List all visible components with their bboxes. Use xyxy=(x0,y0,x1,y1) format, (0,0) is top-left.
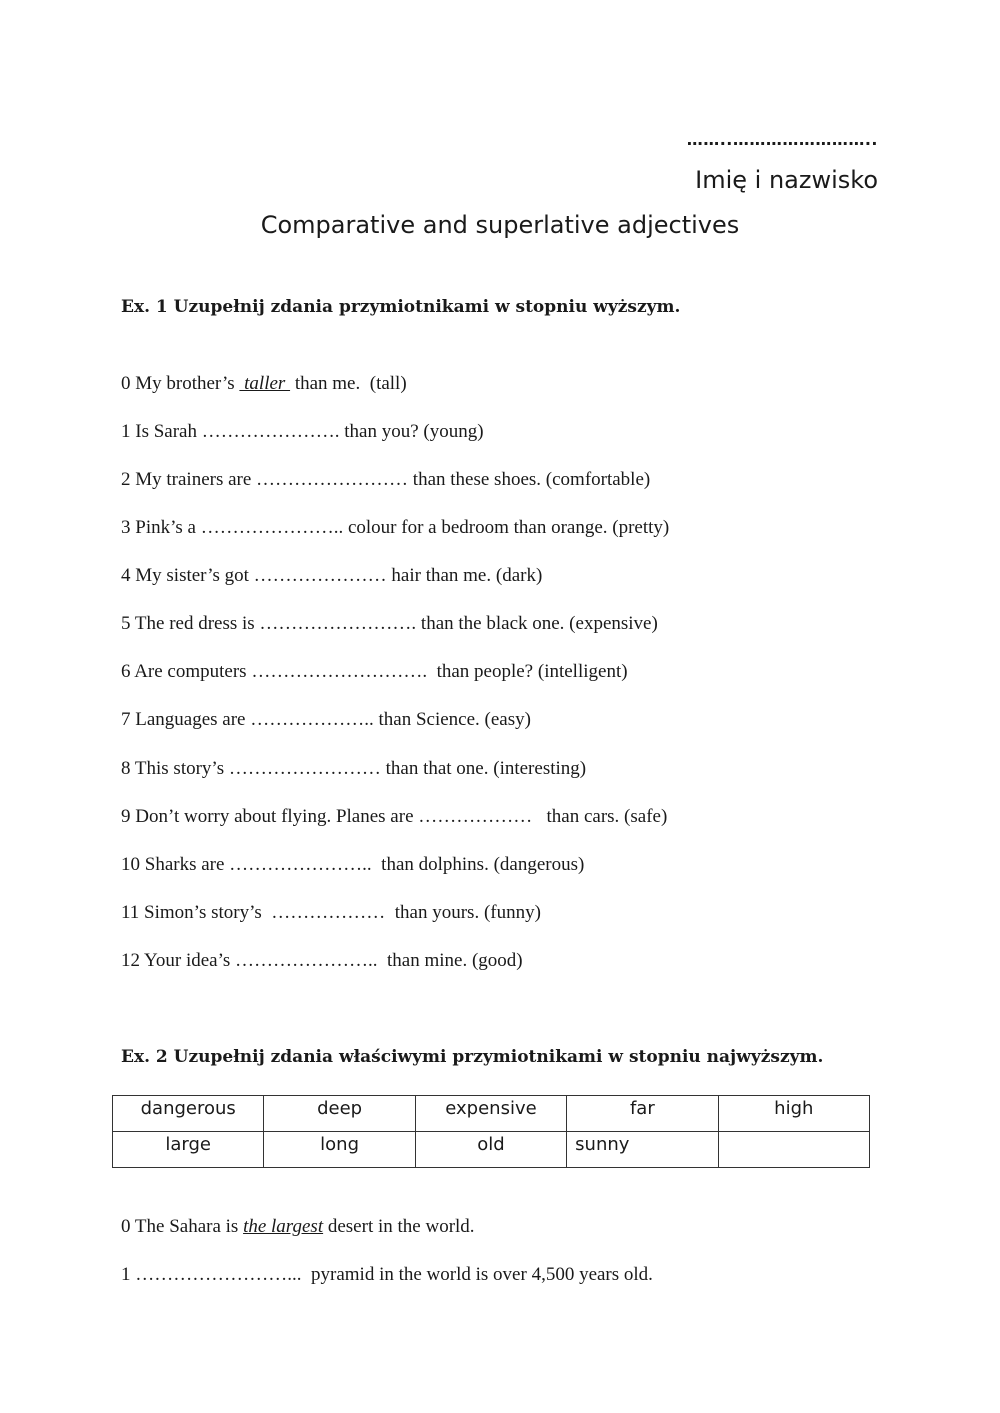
ex1-example xyxy=(121,373,407,395)
ex1-item: 9 Don’t worry about flying. Planes are ……………… than cars. (safe) xyxy=(121,806,668,827)
word-bank-cell: expensive xyxy=(415,1096,566,1132)
word-bank-cell: sunny xyxy=(567,1132,718,1168)
ex2-item: 1 ……………………... pyramid in the world is over 4,500 years old. xyxy=(121,1264,653,1285)
ex1-example-answer: taller xyxy=(239,373,291,394)
ex1-item: 5 The red dress is ……………………. than the black one. (expensive) xyxy=(121,613,658,634)
word-bank-row xyxy=(113,1132,870,1168)
word-bank-cell: large xyxy=(113,1132,264,1168)
ex1-item: 12 Your idea’s ………………….. than mine. (good) xyxy=(121,950,523,971)
ex1-item: 11 Simon’s story’s ……………… than yours. (funny) xyxy=(121,902,541,923)
ex1-item: 4 My sister’s got ………………… hair than me. (dark) xyxy=(121,565,543,586)
ex1-item: 10 Sharks are ………………….. than dolphins. (dangerous) xyxy=(121,854,585,875)
word-bank-cell: old xyxy=(415,1132,566,1168)
word-bank-row xyxy=(113,1096,870,1132)
ex1-example-after: than me. (tall) xyxy=(290,373,407,394)
name-blank-line: ……..…………………….. xyxy=(686,130,878,149)
ex2-example-before: 0 The Sahara is xyxy=(121,1216,244,1237)
ex2-example-answer: the largest xyxy=(243,1216,324,1237)
ex1-item: 2 My trainers are …………………… than these shoes. (comfortable) xyxy=(121,469,651,490)
ex1-item: 8 This story’s …………………… than that one. (interesting) xyxy=(121,758,587,779)
ex1-item: 6 Are computers ………………………. than people? (intelligent) xyxy=(121,661,628,682)
word-bank-cell: deep xyxy=(264,1096,415,1132)
ex1-heading: Ex. 1 Uzupełnij zdania przymiotnikami w stopniu wyższym. xyxy=(121,297,681,317)
word-bank-cell: high xyxy=(718,1096,869,1132)
ex1-example-before: 0 My brother’s xyxy=(121,373,240,394)
ex1-item: 3 Pink’s a ………………….. colour for a bedroom than orange. (pretty) xyxy=(121,517,670,538)
word-bank-table xyxy=(112,1095,870,1168)
word-bank-cell xyxy=(718,1132,869,1168)
ex2-example xyxy=(121,1216,475,1238)
ex1-item: 1 Is Sarah …………………. than you? (young) xyxy=(121,421,484,442)
name-label: Imię i nazwisko xyxy=(695,166,878,194)
word-bank-cell: far xyxy=(567,1096,718,1132)
word-bank-cell: dangerous xyxy=(113,1096,264,1132)
page-title: Comparative and superlative adjectives xyxy=(260,211,740,239)
word-bank-cell: long xyxy=(264,1132,415,1168)
ex1-item: 7 Languages are ……………….. than Science. (easy) xyxy=(121,709,531,730)
ex2-example-after: desert in the world. xyxy=(323,1216,475,1237)
ex2-heading: Ex. 2 Uzupełnij zdania właściwymi przymiotnikami w stopniu najwyższym. xyxy=(121,1047,824,1067)
